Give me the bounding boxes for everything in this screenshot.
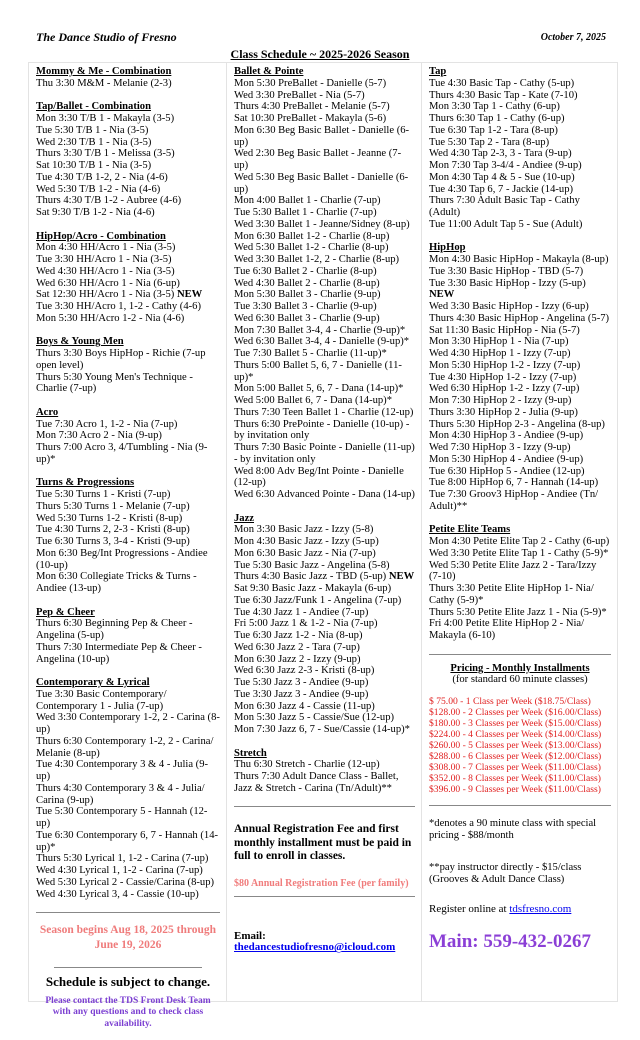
class-line: Thurs 4:30 Basic HipHop - Angelina (5-7)	[429, 312, 610, 324]
main-phone: Main: 559-432-0267	[429, 930, 592, 952]
class-line: Mon 6:30 Jazz 4 - Cassie (11-up)	[234, 700, 375, 712]
class-line: Tue 7:30 Ballet 5 - Charlie (11-up)*	[234, 348, 387, 359]
class-line: Wed 5:30 Lyrical 2 - Cassie/Carina (8-up)	[36, 876, 215, 888]
class-section	[429, 66, 611, 231]
section-heading: Tap/Ballet - Combination	[36, 101, 151, 113]
class-line: Wed 8:00 Adv Beg/Int Pointe - Danielle (12-up)	[234, 465, 404, 489]
section-heading: Ballet & Pointe	[234, 66, 304, 77]
class-line: Thurs 3:30 HipHop 2 - Julia (9-up)	[429, 406, 578, 418]
page-header	[0, 0, 640, 44]
class-line: Thu 3:30 M&M - Melanie (2-3)	[36, 77, 172, 89]
pay-instructor-note: **pay instructor directly - $15/class (Grooves & Adult Dance Class)	[429, 862, 582, 885]
class-line: Wed 4:30 HipHop 1 - Izzy (7-up)	[429, 348, 571, 359]
email-link[interactable]: thedancestudiofresno@icloud.com	[234, 941, 396, 954]
section-heading: HipHop/Acro - Combination	[36, 230, 166, 242]
class-line: Wed 6:30 Jazz 2-3 - Kristi (8-up)	[234, 665, 375, 677]
class-line: Thurs 5:00 Ballet 5, 6, 7 - Danielle (11-up)*	[234, 359, 402, 383]
price-item: $352.00 - 8 Classes per Week ($11.00/Class)	[429, 773, 601, 784]
class-line: Mon 5:00 Ballet 5, 6, 7 - Dana (14-up)*	[234, 383, 404, 395]
section-heading: Acro	[36, 406, 59, 418]
class-line: Thurs 7:00 Acro 3, 4/Tumbling - Nia (9-up)*	[36, 442, 208, 465]
class-line: Tue 6:30 Tap 1-2 - Tara (8-up)	[429, 124, 558, 136]
contact-note: Please contact the TDS Front Desk Team with any questions and to check class availability.	[45, 995, 211, 1029]
class-line: Mon 5:30 Jazz 5 - Cassie/Sue (12-up)	[234, 712, 395, 724]
class-line: Mon 4:00 Ballet 1 - Charlie (7-up)	[234, 195, 381, 207]
class-line: Wed 3:30 Ballet 1 - Jeanne/Sidney (8-up)	[234, 218, 410, 230]
class-line: Thurs 5:30 Lyrical 1, 1-2 - Carina (7-up)	[36, 853, 209, 865]
class-line: Thurs 5:30 Young Men's Technique - Charlie (7-up)	[36, 371, 193, 395]
class-line: Tue 5:30 Tap 2 - Tara (8-up)	[429, 136, 550, 148]
class-line: Mon 5:30 HipHop 4 - Andiee (9-up)	[429, 453, 584, 465]
class-section	[234, 748, 415, 795]
class-line: Mon 3:30 Basic Jazz - Izzy (5-8)	[234, 524, 374, 536]
divider	[429, 805, 611, 806]
price-item: $224.00 - 4 Classes per Week ($14.00/Class)	[429, 729, 602, 740]
class-line: Tue 3:30 Basic HipHop - Izzy (5-up) NEW	[429, 277, 586, 301]
schedule-grid	[28, 62, 618, 1029]
class-line: Tue 5:30 Basic Jazz - Angelina (5-8)	[234, 559, 390, 571]
class-section	[234, 66, 415, 501]
class-line: Thu 6:30 Stretch - Charlie (12-up)	[234, 759, 380, 771]
class-section	[36, 336, 220, 395]
section-heading: Contemporary & Lyrical	[36, 677, 150, 688]
class-line: Wed 4:30 Lyrical 1, 1-2 - Carina (7-up)	[36, 865, 203, 876]
class-line: Thurs 6:30 Tap 1 - Cathy (6-up)	[429, 113, 565, 124]
class-line: Wed 4:30 Lyrical 3, 4 - Cassie (10-up)	[36, 888, 199, 900]
schedule-title: Class Schedule ~ 2025-2026 Season	[230, 47, 410, 61]
class-line: Thurs 4:30 Basic Jazz - TBD (5-up) NEW	[234, 571, 415, 583]
class-line: Thurs 4:30 Contemporary 3 & 4 - Julia/ Carina (9-up)	[36, 782, 205, 806]
class-line: Mon 4:30 HH/Acro 1 - Nia (3-5)	[36, 242, 176, 254]
register-online	[429, 904, 611, 916]
class-line: Mon 4:30 Basic HipHop - Makayla (8-up)	[429, 254, 609, 265]
class-line: Mon 4:30 Basic Jazz - Izzy (5-up)	[234, 536, 379, 547]
section-heading: Mommy & Me - Combination	[36, 66, 172, 77]
column-right	[422, 63, 617, 1001]
class-line: Wed 4:30 HH/Acro 1 - Nia (3-5)	[36, 265, 175, 277]
class-line: Tue 6:30 Turns 3, 3-4 - Kristi (9-up)	[36, 536, 190, 547]
class-section	[36, 677, 220, 900]
class-section	[36, 607, 220, 666]
class-line: Mon 5:30 HH/Acro 1-2 - Nia (4-6)	[36, 312, 185, 324]
class-line: Thurs 5:30 HipHop 2-3 - Angelina (8-up)	[429, 418, 605, 430]
class-line: Thurs 3:30 Petite Elite HipHop 1- Nia/ Cathy (5-9)*	[429, 583, 594, 606]
class-line: Thurs 5:30 Turns 1 - Melanie (7-up)	[36, 500, 190, 512]
class-line: Tue 8:00 HipHop 6, 7 - Hannah (14-up)	[429, 477, 599, 489]
class-line: Tue 4:30 Tap 6, 7 - Jackie (14-up)	[429, 183, 574, 195]
ninety-minute-note: *denotes a 90 minute class with special pricing - $88/month	[429, 818, 597, 841]
class-section	[234, 513, 415, 736]
divider	[234, 896, 415, 897]
class-line: Mon 6:30 Collegiate Tricks & Turns - Andiee (13-up)	[36, 571, 197, 594]
class-line: Wed 6:30 HipHop 1-2 - Izzy (7-up)	[429, 383, 580, 395]
class-line: Wed 2:30 Beg Basic Ballet - Jeanne (7-up)	[234, 148, 402, 171]
class-line: Sat 10:30 T/B 1 - Nia (3-5)	[36, 160, 152, 171]
studio-name: The Dance Studio of Fresno	[36, 30, 177, 44]
section-heading: Petite Elite Teams	[429, 524, 511, 536]
schedule-date: October 7, 2025	[540, 32, 606, 43]
class-section	[36, 101, 220, 219]
class-line: Wed 6:30 HH/Acro 1 - Nia (6-up)	[36, 277, 180, 289]
class-line: Tue 11:00 Adult Tap 5 - Sue (Adult)	[429, 218, 583, 230]
class-line: Tue 5:30 Turns 1 - Kristi (7-up)	[36, 489, 171, 500]
class-line: Tue 6:30 HipHop 5 - Andiee (12-up)	[429, 465, 585, 477]
divider	[429, 654, 611, 655]
class-line: Tue 6:30 Ballet 2 - Charlie (8-up)	[234, 265, 377, 277]
section-heading: Boys & Young Men	[36, 336, 124, 348]
register-online-label: Register online at	[429, 903, 507, 915]
class-line: Mon 6:30 Beg Basic Ballet - Danielle (6-up)	[234, 124, 410, 148]
class-line: Wed 3:30 Ballet 1-2, 2 - Charlie (8-up)	[234, 254, 400, 265]
class-section	[429, 524, 611, 642]
section-heading: Turns & Progressions	[36, 477, 135, 489]
class-line: Wed 5:30 Turns 1-2 - Kristi (8-up)	[36, 512, 183, 524]
class-line: Wed 3:30 Contemporary 1-2, 2 - Carina (8-up)	[36, 712, 220, 735]
class-line: Wed 4:30 Tap 2-3, 3 - Tara (9-up)	[429, 148, 572, 160]
class-section	[36, 231, 220, 325]
class-line: Tue 4:30 Basic Tap - Cathy (5-up)	[429, 77, 575, 89]
class-line: Wed 3:30 PreBallet - Nia (5-7)	[234, 89, 365, 101]
class-line: Wed 3:30 Basic HipHop - Izzy (6-up)	[429, 301, 589, 312]
class-line: Wed 6:30 Ballet 3-4, 4 - Danielle (9-up)*	[234, 336, 410, 348]
price-item: $ 75.00 - 1 Class per Week ($18.75/Class)	[429, 696, 591, 707]
class-line: Sat 9:30 Basic Jazz - Makayla (6-up)	[234, 583, 392, 594]
class-line: Tue 3:30 Basic Contemporary/ Contemporary 1 - Julia (7-up)	[36, 688, 167, 712]
class-line: Wed 5:30 Beg Basic Ballet - Danielle (6-up)	[234, 171, 409, 195]
email-label: Email:	[234, 929, 266, 942]
class-line: Thurs 7:30 Intermediate Pep & Cheer - Angelina (10-up)	[36, 641, 202, 665]
registration-notice: Annual Registration Fee and first monthly installment must be paid in full to enroll in classes.	[234, 823, 412, 863]
class-line: Wed 5:30 Petite Elite Jazz 2 - Tara/Izzy (7-10)	[429, 559, 597, 583]
class-line: Fri 5:00 Jazz 1 & 1-2 - Nia (7-up)	[234, 618, 378, 630]
class-line: Wed 5:00 Ballet 6, 7 - Dana (14-up)*	[234, 395, 393, 406]
class-line: Wed 6:30 Jazz 2 - Tara (7-up)	[234, 641, 360, 653]
section-heading: Pep & Cheer	[36, 606, 95, 618]
class-line: Thurs 3:30 Boys HipHop - Richie (7-up open level)	[36, 348, 206, 371]
class-line: Wed 2:30 T/B 1 - Nia (3-5)	[36, 136, 152, 148]
price-item: $308.00 - 7 Classes per Week ($11.00/Class)	[429, 762, 601, 773]
class-line: Wed 5:30 Ballet 1-2 - Charlie (8-up)	[234, 242, 389, 254]
left-sections	[36, 66, 220, 900]
column-middle	[227, 63, 422, 1001]
class-line: Tue 3:30 Basic HipHop - TBD (5-7)	[429, 265, 584, 277]
class-line: Fri 4:00 Petite Elite HipHop 2 - Nia/ Makayla (6-10)	[429, 618, 585, 641]
divider	[234, 806, 415, 807]
class-line: Mon 7:30 Ballet 3-4, 4 - Charlie (9-up)*	[234, 324, 406, 336]
class-line: Mon 3:30 T/B 1 - Makayla (3-5)	[36, 113, 175, 124]
class-section	[429, 242, 611, 512]
class-section	[36, 477, 220, 595]
class-line: Mon 3:30 Tap 1 - Cathy (6-up)	[429, 101, 560, 113]
class-line: Thurs 7:30 Adult Basic Tap - Cathy (Adult)	[429, 195, 580, 218]
section-heading: HipHop	[429, 242, 466, 254]
class-line: Thurs 7:30 Basic Pointe - Danielle (11-up) - by invitation only	[234, 442, 415, 465]
class-line: Tue 3:30 Jazz 3 - Andiee (9-up)	[234, 688, 369, 700]
class-line: Mon 3:30 HipHop 1 - Nia (7-up)	[429, 336, 569, 348]
class-line: Mon 6:30 Jazz 2 - Izzy (9-up)	[234, 653, 361, 665]
class-line: Tue 3:30 HH/Acro 1, 1-2 - Cathy (4-6)	[36, 301, 201, 312]
class-line: Tue 4:30 HipHop 1-2 - Izzy (7-up)	[429, 371, 577, 383]
class-line: Thurs 4:30 Basic Tap - Kate (7-10)	[429, 89, 578, 101]
class-line: Wed 5:30 T/B 1-2 - Nia (4-6)	[36, 183, 161, 195]
price-item: $288.00 - 6 Classes per Week ($12.00/Class)	[429, 751, 602, 762]
class-line: Mon 4:30 Tap 4 & 5 - Sue (10-up)	[429, 171, 575, 183]
section-heading: Jazz	[234, 512, 254, 524]
class-line: Thurs 7:30 Adult Dance Class - Ballet, Jazz & Stretch - Carina (Tn/Adult)**	[234, 771, 399, 794]
class-line: Thurs 6:30 Beginning Pep & Cheer - Angelina (5-up)	[36, 618, 193, 641]
class-line: Tue 6:30 Contemporary 6, 7 - Hannah (14-up)*	[36, 829, 219, 853]
class-line: Mon 5:30 Ballet 3 - Charlie (9-up)	[234, 289, 381, 301]
section-heading: Stretch	[234, 747, 267, 759]
class-line: Mon 7:30 Tap 3-4/4 - Andiee (9-up)	[429, 160, 582, 171]
class-line: Tue 5:30 Contemporary 5 - Hannah (12-up)	[36, 806, 208, 829]
class-line: Thurs 4:30 PreBallet - Melanie (5-7)	[234, 101, 390, 113]
class-line: Mon 7:30 Jazz 6, 7 - Sue/Cassie (14-up)*	[234, 724, 410, 735]
class-line: Mon 4:30 Petite Elite Tap 2 - Cathy (6-up)	[429, 536, 610, 547]
class-line: Thurs 5:30 Petite Elite Jazz 1 - Nia (5-9)*	[429, 606, 607, 618]
class-line: Tue 4:30 Turns 2, 2-3 - Kristi (8-up)	[36, 524, 190, 536]
subject-to-change: Schedule is subject to change.	[45, 974, 211, 989]
website-link[interactable]: tdsfresno.com	[509, 903, 572, 915]
class-line: Sat 9:30 T/B 1-2 - Nia (4-6)	[36, 207, 155, 218]
class-line: Mon 6:30 Ballet 1-2 - Charlie (8-up)	[234, 230, 390, 242]
class-line: Thurs 6:30 PrePointe - Danielle (10-up) - by invitation only	[234, 418, 410, 442]
class-line: Mon 6:30 Basic Jazz - Nia (7-up)	[234, 547, 376, 559]
class-line: Mon 5:30 PreBallet - Danielle (5-7)	[234, 77, 387, 89]
class-line: Sat 10:30 PreBallet - Makayla (5-6)	[234, 113, 387, 124]
class-line: Wed 6:30 Advanced Pointe - Dana (14-up)	[234, 489, 415, 500]
class-line: Wed 3:30 Petite Elite Tap 1 - Cathy (5-9)*	[429, 547, 609, 559]
class-line: Wed 4:30 Ballet 2 - Charlie (8-up)	[234, 277, 380, 289]
class-line: Tue 4:30 Jazz 1 - Andiee (7-up)	[234, 606, 369, 618]
pricing-subheading: (for standard 60 minute classes)	[452, 674, 588, 686]
class-section	[36, 407, 220, 466]
price-item: $180.00 - 3 Classes per Week ($15.00/Class)	[429, 718, 602, 729]
class-line: Thurs 7:30 Teen Ballet 1 - Charlie (12-up)	[234, 406, 414, 418]
class-line: Wed 6:30 Ballet 3 - Charlie (9-up)	[234, 312, 380, 324]
class-line: Tue 5:30 T/B 1 - Nia (3-5)	[36, 124, 149, 136]
class-line: Thurs 6:30 Contemporary 1-2, 2 - Carina/ Melanie (8-up)	[36, 735, 214, 759]
season-dates: Season begins Aug 18, 2025 through June 19, 2026	[39, 924, 217, 951]
class-line: Wed 7:30 HipHop 3 - Izzy (9-up)	[429, 442, 571, 453]
class-line: Tue 4:30 Contemporary 3 & 4 - Julia (9-up)	[36, 759, 209, 782]
class-line: Tue 5:30 Jazz 3 - Andiee (9-up)	[234, 677, 369, 688]
class-line: Mon 5:30 HipHop 1-2 - Izzy (7-up)	[429, 359, 581, 371]
price-item: $396.00 - 9 Classes per Week ($11.00/Class)	[429, 784, 601, 795]
pricing-heading: Pricing - Monthly Installments	[450, 662, 590, 674]
class-line: Sat 12:30 HH/Acro 1 - Nia (3-5) NEW	[36, 289, 203, 301]
class-line: Thurs 4:30 T/B 1-2 - Aubree (4-6)	[36, 195, 182, 207]
class-line: Tue 5:30 Ballet 1 - Charlie (7-up)	[234, 207, 377, 218]
section-heading: Tap	[429, 66, 447, 77]
pricing-list	[429, 696, 611, 795]
class-line: Tue 7:30 Groov3 HipHop - Andiee (Tn/ Adult)**	[429, 489, 599, 512]
class-line: Mon 4:30 HipHop 3 - Andiee (9-up)	[429, 430, 584, 442]
class-line: Mon 7:30 Acro 2 - Nia (9-up)	[36, 430, 162, 442]
middle-sections	[234, 66, 415, 795]
class-line: Tue 4:30 T/B 1-2, 2 - Nia (4-6)	[36, 171, 168, 183]
divider	[36, 912, 220, 913]
registration-fee: $80 Annual Registration Fee (per family)	[234, 877, 409, 889]
divider	[54, 967, 202, 968]
class-section	[36, 66, 220, 90]
column-left	[29, 63, 227, 1029]
price-item: $128.00 - 2 Classes per Week ($16.00/Class)	[429, 707, 602, 718]
right-sections	[429, 66, 611, 642]
class-line: Tue 7:30 Acro 1, 1-2 - Nia (7-up)	[36, 418, 178, 430]
class-line: Tue 3:30 Ballet 3 - Charlie (9-up)	[234, 301, 377, 312]
class-line: Tue 6:30 Jazz 1-2 - Nia (8-up)	[234, 630, 363, 641]
class-line: Thurs 3:30 T/B 1 - Melissa (3-5)	[36, 148, 175, 160]
class-line: Mon 7:30 HipHop 2 - Izzy (9-up)	[429, 395, 572, 406]
price-item: $260.00 - 5 Classes per Week ($13.00/Class)	[429, 740, 602, 751]
class-line: Tue 3:30 HH/Acro 1 - Nia (3-5)	[36, 254, 172, 265]
class-line: Sat 11:30 Basic HipHop - Nia (5-7)	[429, 324, 580, 336]
class-line: Mon 6:30 Beg/Int Progressions - Andiee (10-up)	[36, 547, 208, 571]
class-line: Tue 6:30 Jazz/Funk 1 - Angelina (7-up)	[234, 594, 402, 606]
